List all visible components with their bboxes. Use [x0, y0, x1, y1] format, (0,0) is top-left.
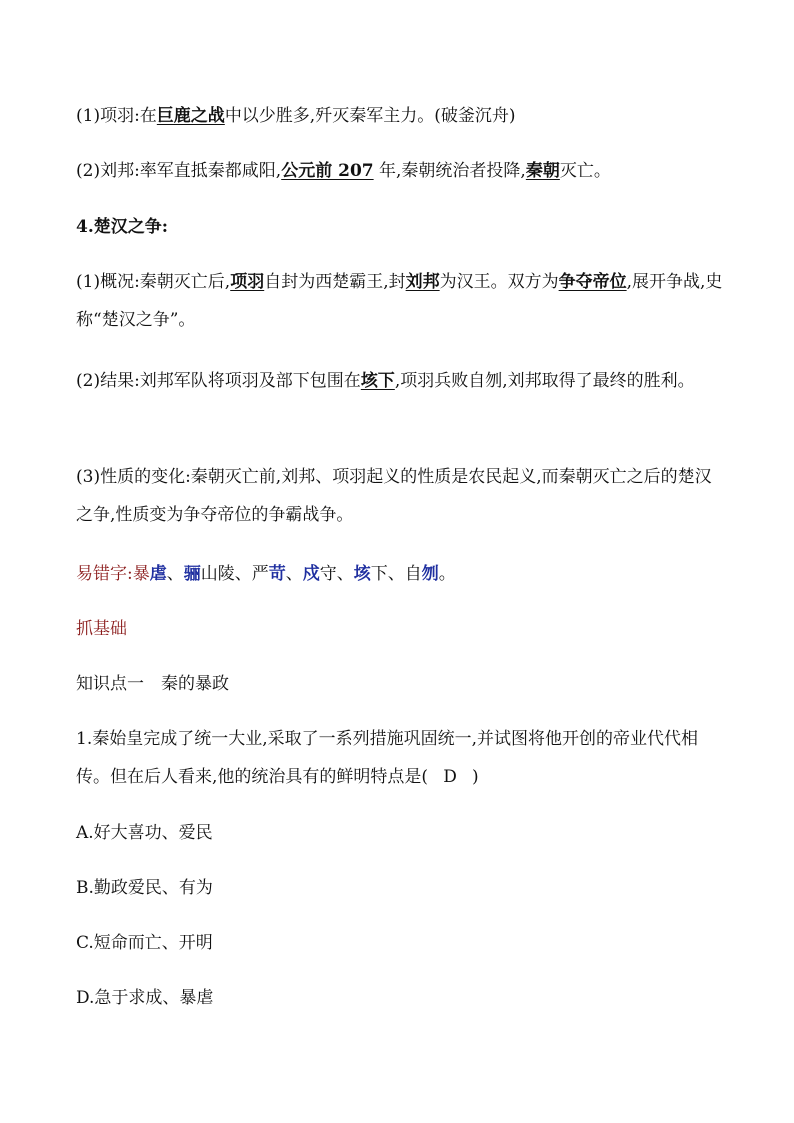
section-heading-chuhan: 4.楚汉之争:: [76, 217, 169, 237]
keyword-liubang: 刘邦: [405, 272, 440, 292]
question-stem: 1.秦始皇完成了统一大业,采取了一系列措施巩固统一,并试图将他开创的帝业代代相传。但在后人看来,他的统治具有的鲜明特点是( D ): [76, 720, 726, 796]
option-c: C.短命而亡、开明: [76, 933, 213, 953]
keyword-gaixia: 垓下: [360, 371, 395, 391]
paragraph-liubang: (2)刘邦:率军直抵秦都咸阳,公元前 207 年,秦朝统治者投降,秦朝灭亡。: [76, 161, 611, 181]
option-a: A.好大喜功、爱民: [76, 823, 213, 843]
keyword-xiangyu: 项羽: [230, 272, 265, 292]
option-d: D.急于求成、暴虐: [76, 988, 214, 1008]
paragraph-result: (2)结果:刘邦军队将项羽及部下包围在垓下,项羽兵败自刎,刘邦取得了最终的胜利。: [76, 371, 695, 391]
paragraph-error-prone-chars: 易错字:暴虐、骊山陵、严苛、戍守、垓下、自刎。: [76, 564, 456, 584]
paragraph-xiangyu: (1)项羽:在巨鹿之战中以少胜多,歼灭秦军主力。(破釜沉舟): [76, 106, 516, 126]
paragraph-overview: (1)概况:秦朝灭亡后,项羽自封为西楚霸王,封刘邦为汉王。双方为争夺帝位,展开争战,史称“楚汉之争”。: [76, 272, 723, 330]
section-label-basics: 抓基础: [76, 619, 127, 639]
keyword-qin-dynasty: 秦朝: [525, 161, 560, 181]
keyword-throne: 争夺帝位: [558, 272, 627, 292]
keyword-year-207bc: 公元前 207: [281, 161, 374, 181]
keyword-julu-battle: 巨鹿之战: [156, 106, 225, 126]
knowledge-point-heading: 知识点一 秦的暴政: [76, 674, 229, 694]
option-b: B.勤政爱民、有为: [76, 878, 213, 898]
answer-letter: D: [443, 767, 457, 787]
paragraph-nature-change: (3)性质的变化:秦朝灭亡前,刘邦、项羽起义的性质是农民起义,而秦朝灭亡之后的楚汉之争,性质变为争夺帝位的争霸战争。: [76, 467, 712, 525]
